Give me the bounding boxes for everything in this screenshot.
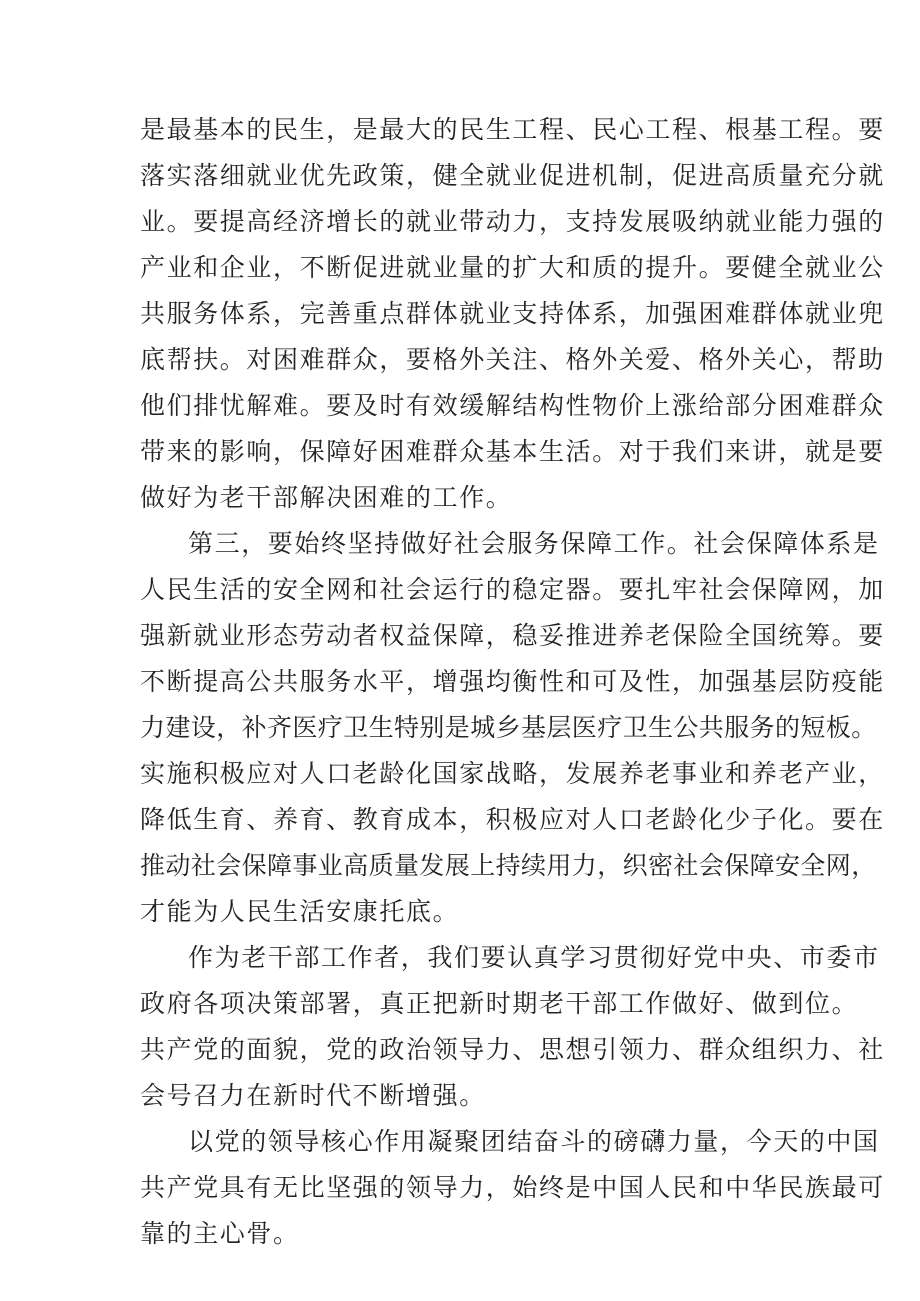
- text-line: 才能为人民生活安康托底。: [140, 897, 460, 926]
- text-line: 靠的主心骨。: [140, 1219, 300, 1248]
- text-line: 降低生育、养育、教育成本，积极应对人口老龄化少子化。要在: [140, 805, 885, 834]
- text-line: 共产党的面貌，党的政治领导力、思想引领力、群众组织力、社: [140, 1035, 885, 1064]
- text-line: 是最基本的民生，是最大的民生工程、民心工程、根基工程。要: [140, 115, 885, 144]
- paragraph-first-line: 以党的领导核心作用凝聚团结奋斗的磅礴力量，今天的中国: [188, 1127, 880, 1156]
- text-line: 实施积极应对人口老龄化国家战略，发展养老事业和养老产业，: [140, 759, 885, 788]
- text-line: 带来的影响，保障好困难群众基本生活。对于我们来讲，就是要: [140, 437, 885, 466]
- text-line: 推动社会保障事业高质量发展上持续用力，织密社会保障安全网，: [140, 851, 877, 880]
- text-line: 产业和企业，不断促进就业量的扩大和质的提升。要健全就业公: [140, 253, 885, 282]
- text-line: 共产党具有无比坚强的领导力，始终是中国人民和中华民族最可: [140, 1173, 885, 1202]
- text-line: 会号召力在新时代不断增强。: [140, 1081, 486, 1110]
- text-line: 业。要提高经济增长的就业带动力，支持发展吸纳就业能力强的: [140, 207, 885, 236]
- text-line: 力建设，补齐医疗卫生特别是城乡基层医疗卫生公共服务的短板。: [140, 713, 877, 742]
- text-line: 做好为老干部解决困难的工作。: [140, 483, 513, 512]
- text-line: 不断提高公共服务水平，增强均衡性和可及性，加强基层防疫能: [140, 667, 885, 696]
- text-line: 政府各项决策部署，真正把新时期老干部工作做好、做到位。: [140, 989, 859, 1018]
- paragraph-first-line: 作为老干部工作者，我们要认真学习贯彻好党中央、市委市: [188, 943, 880, 972]
- text-line: 他们排忧解难。要及时有效缓解结构性物价上涨给部分困难群众: [140, 391, 885, 420]
- text-line: 落实落细就业优先政策，健全就业促进机制，促进高质量充分就: [140, 161, 885, 190]
- text-line: 人民生活的安全网和社会运行的稳定器。要扎牢社会保障网，加: [140, 575, 885, 604]
- paragraph-first-line: 第三，要始终坚持做好社会服务保障工作。社会保障体系是: [188, 529, 880, 558]
- text-line: 底帮扶。对困难群众，要格外关注、格外关爱、格外关心，帮助: [140, 345, 885, 374]
- text-line: 共服务体系，完善重点群体就业支持体系，加强困难群体就业兜: [140, 299, 885, 328]
- text-line: 强新就业形态劳动者权益保障，稳妥推进养老保险全国统筹。要: [140, 621, 885, 650]
